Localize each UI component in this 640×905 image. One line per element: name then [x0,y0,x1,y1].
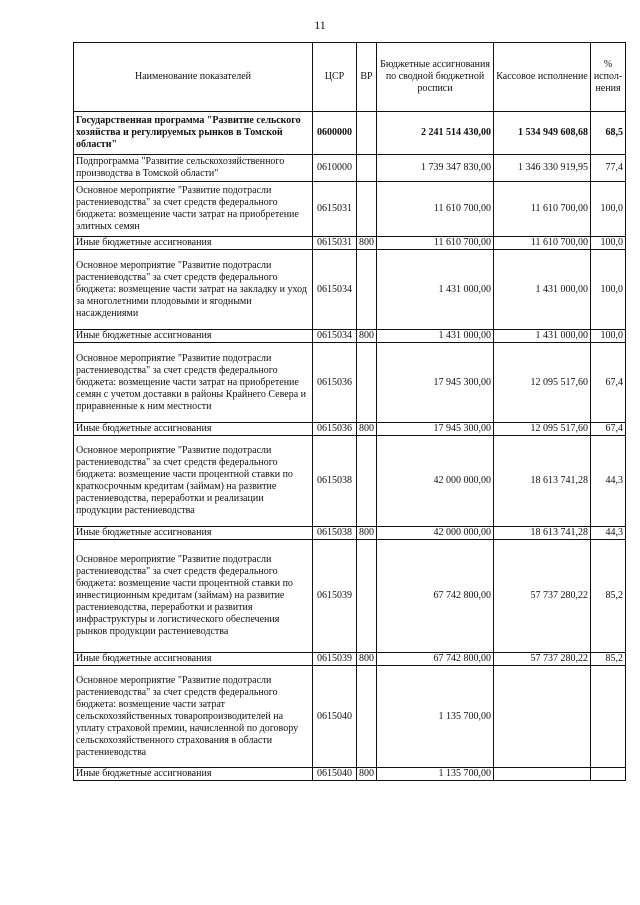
header-csr: ЦСР [313,43,357,112]
row-csr-cell: 0615036 [313,343,357,423]
row-name-cell: Иные бюджетные ассигнования [74,527,313,540]
row-vr-cell: 800 [357,527,377,540]
row-csr-cell: 0615039 [313,653,357,666]
row-budget-cell: 42 000 000,00 [377,527,494,540]
row-name-cell: Иные бюджетные ассигнования [74,330,313,343]
row-cash-cell: 57 737 280,22 [494,540,591,653]
row-vr-cell: 800 [357,768,377,781]
row-name-cell: Подпрограмма "Развитие сельскохозяйственного производства в Томской области" [74,155,313,182]
row-cash-cell: 11 610 700,00 [494,237,591,250]
row-name-cell: Основное мероприятие "Развитие подотрасли растениеводства" за счет средств федерального бюджета: возмещение части процентной ставки по краткосрочным кредитам (займам) на развитие растениеводства, переработки и реализации продукции растениеводства [74,436,313,527]
row-pct-cell: 44,3 [591,436,626,527]
row-cash-cell: 1 346 330 919,95 [494,155,591,182]
row-pct-cell: 44,3 [591,527,626,540]
row-budget-cell: 1 135 700,00 [377,768,494,781]
table-row [74,237,626,250]
row-pct-cell: 77,4 [591,155,626,182]
row-budget-cell: 1 739 347 830,00 [377,155,494,182]
row-cash-cell: 1 534 949 608,68 [494,112,591,155]
row-csr-cell: 0600000 [313,112,357,155]
row-vr-cell [357,666,377,768]
row-vr-cell [357,343,377,423]
row-pct-cell: 100,0 [591,330,626,343]
row-csr-cell: 0615034 [313,250,357,330]
row-name-cell: Основное мероприятие "Развитие подотрасли растениеводства" за счет средств федерального бюджета: возмещение части затрат на закладку и уход за многолетними плодовыми и ягодными насаждениями [74,250,313,330]
row-cash-cell: 57 737 280,22 [494,653,591,666]
row-csr-cell: 0615038 [313,527,357,540]
header-vr: ВР [357,43,377,112]
row-cash-cell: 1 431 000,00 [494,250,591,330]
table-row [74,330,626,343]
row-cash-cell: 12 095 517,60 [494,423,591,436]
row-budget-cell: 2 241 514 430,00 [377,112,494,155]
row-csr-cell: 0615040 [313,666,357,768]
row-pct-cell: 100,0 [591,182,626,237]
row-pct-cell: 100,0 [591,250,626,330]
table-row [74,112,626,155]
table-row [74,653,626,666]
row-pct-cell: 67,4 [591,423,626,436]
table-row [74,527,626,540]
row-budget-cell: 17 945 300,00 [377,343,494,423]
row-vr-cell [357,540,377,653]
row-pct-cell: 67,4 [591,343,626,423]
row-budget-cell: 42 000 000,00 [377,436,494,527]
row-csr-cell: 0615031 [313,182,357,237]
row-budget-cell: 67 742 800,00 [377,653,494,666]
row-csr-cell: 0615039 [313,540,357,653]
row-pct-cell [591,768,626,781]
row-name-cell: Иные бюджетные ассигнования [74,653,313,666]
row-vr-cell [357,112,377,155]
row-name-cell: Иные бюджетные ассигнования [74,423,313,436]
table-row [74,250,626,330]
row-pct-cell: 85,2 [591,540,626,653]
row-name-cell: Основное мероприятие "Развитие подотрасли растениеводства" за счет средств федерального бюджета: возмещение части затрат на приобретение элитных семян [74,182,313,237]
row-vr-cell: 800 [357,237,377,250]
row-budget-cell: 1 135 700,00 [377,666,494,768]
row-budget-cell: 11 610 700,00 [377,237,494,250]
row-vr-cell: 800 [357,330,377,343]
row-vr-cell: 800 [357,653,377,666]
row-vr-cell [357,182,377,237]
table-row [74,666,626,768]
row-vr-cell: 800 [357,423,377,436]
header-pct: % испол-нения [591,43,626,112]
table-row [74,182,626,237]
table-body [74,112,626,781]
header-budget: Бюджетные ассигнования по сводной бюджетной росписи [377,43,494,112]
row-budget-cell: 67 742 800,00 [377,540,494,653]
row-budget-cell: 1 431 000,00 [377,330,494,343]
header-cash: Кассовое исполнение [494,43,591,112]
table-row [74,768,626,781]
row-cash-cell: 11 610 700,00 [494,182,591,237]
row-cash-cell [494,666,591,768]
row-name-cell: Основное мероприятие "Развитие подотрасли растениеводства" за счет средств федерального бюджета: возмещение части процентной ставки по инвестиционным кредитам (займам) на развитие растениеводства, переработки и развития инфраструктуры и логистического обеспечения рынков продукции растениеводства [74,540,313,653]
row-csr-cell: 0615040 [313,768,357,781]
row-name-cell: Основное мероприятие "Развитие подотрасли растениеводства" за счет средств федерального бюджета: возмещение части затрат сельскохозяйственных товаропроизводителей на уплату страховой премии, начисленной по договору сельскохозяйственного страхования в области растениеводства [74,666,313,768]
row-csr-cell: 0615034 [313,330,357,343]
row-pct-cell: 68,5 [591,112,626,155]
row-vr-cell [357,436,377,527]
table-header-row [74,43,626,112]
table-row [74,155,626,182]
row-budget-cell: 11 610 700,00 [377,182,494,237]
row-csr-cell: 0615036 [313,423,357,436]
row-name-cell: Государственная программа "Развитие сельского хозяйства и регулируемых рынков в Томской области" [74,112,313,155]
table-row [74,436,626,527]
header-name: Наименование показателей [74,43,313,112]
row-cash-cell: 1 431 000,00 [494,330,591,343]
table-row [74,540,626,653]
budget-table [73,42,626,781]
row-name-cell: Иные бюджетные ассигнования [74,237,313,250]
row-budget-cell: 1 431 000,00 [377,250,494,330]
table-row [74,423,626,436]
row-pct-cell: 100,0 [591,237,626,250]
row-pct-cell: 85,2 [591,653,626,666]
row-cash-cell [494,768,591,781]
table-row [74,343,626,423]
row-vr-cell [357,155,377,182]
row-csr-cell: 0615038 [313,436,357,527]
row-cash-cell: 18 613 741,28 [494,436,591,527]
row-pct-cell [591,666,626,768]
row-budget-cell: 17 945 300,00 [377,423,494,436]
row-cash-cell: 18 613 741,28 [494,527,591,540]
row-name-cell: Основное мероприятие "Развитие подотрасли растениеводства" за счет средств федерального бюджета: возмещение части затрат на приобретение семян с учетом доставки в районы Крайнего Севера и приравненные к ним местности [74,343,313,423]
row-csr-cell: 0615031 [313,237,357,250]
row-name-cell: Иные бюджетные ассигнования [74,768,313,781]
row-cash-cell: 12 095 517,60 [494,343,591,423]
page-number: 11 [314,18,326,32]
row-vr-cell [357,250,377,330]
row-csr-cell: 0610000 [313,155,357,182]
